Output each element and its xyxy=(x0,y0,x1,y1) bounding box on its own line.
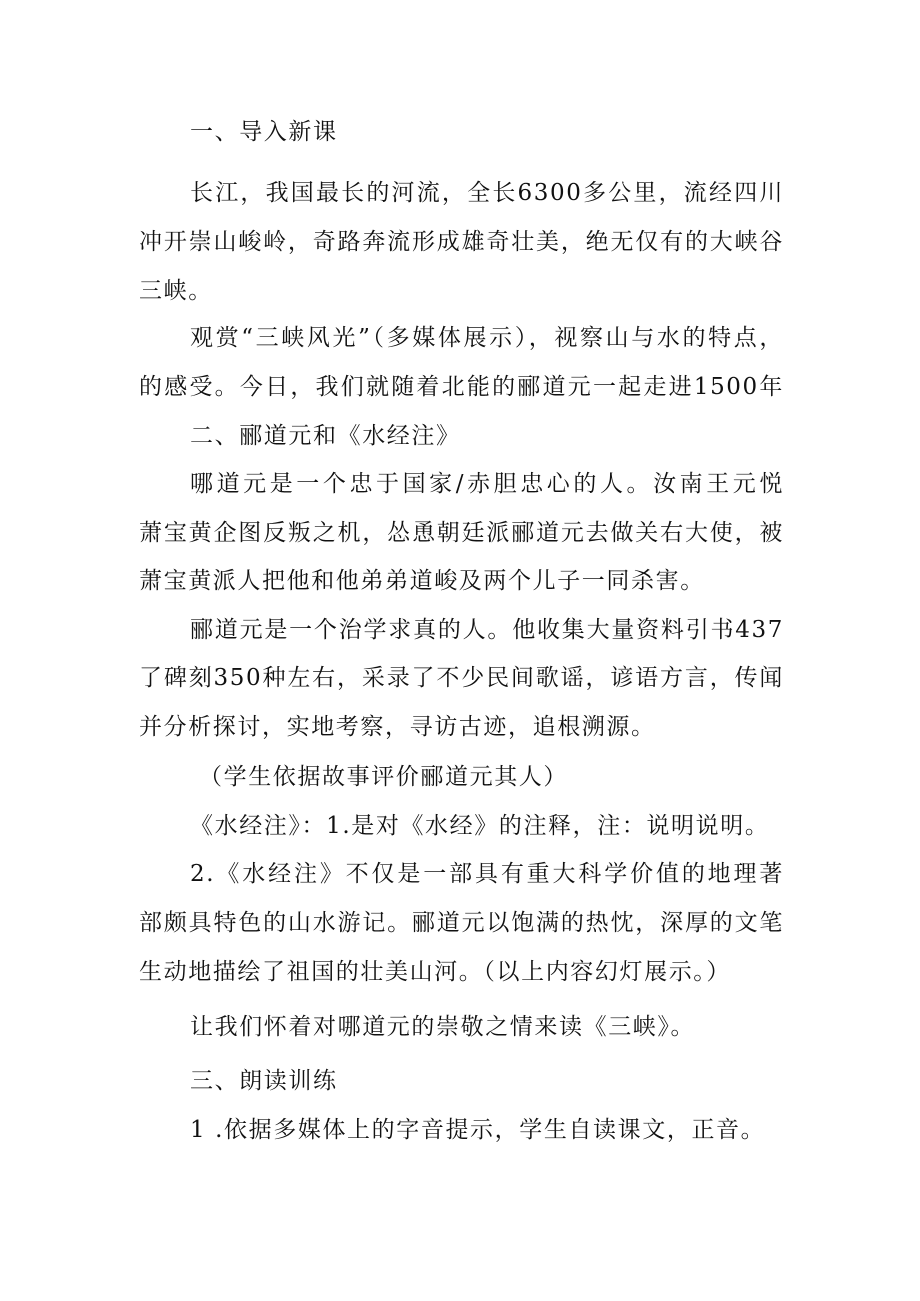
list-item: 1 .依据多媒体上的字音提示，学生自读课文，正音。 xyxy=(190,1117,766,1143)
paragraph-line: 生动地描绘了祖国的壮美山河。（以上内容幻灯展示。） xyxy=(139,959,731,985)
heading-introduction: 一、导入新课 xyxy=(190,119,338,145)
paragraph-line: 哪道元是一个忠于国家/赤胆忠心的人。汝南王元悦 xyxy=(190,471,784,497)
paragraph-line: 部颇具特色的山水游记。郦道元以饱满的热忱，深厚的文笔 xyxy=(139,910,784,936)
paragraph-line: 让我们怀着对哪道元的崇敬之情来读《三峡》。 xyxy=(190,1014,696,1040)
paragraph-line: 萧宝黄派人把他和他弟弟道峻及两个儿子一同杀害。 xyxy=(139,568,705,594)
paragraph-line: 三峡。 xyxy=(139,278,213,304)
paragraph-line: 的感受。今日，我们就随着北能的郦道元一起走进1500年 xyxy=(139,374,784,400)
paragraph-line: 了碑刻350种左右，采录了不少民间歌谣，谚语方言，传闻 xyxy=(139,665,784,691)
heading-li-daoyuan: 二、郦道元和《水经注》 xyxy=(190,423,461,449)
paragraph-line: 长江，我国最长的河流，全长6300多公里，流经四川 xyxy=(190,180,784,206)
paragraph-line: 观赏“三峡风光”（多媒体展示），视察山与水的特点， xyxy=(190,325,784,351)
paragraph-line: 郦道元是一个治学求真的人。他收集大量资料引书437 xyxy=(190,617,784,643)
paragraph-line: 《水经注》：1.是对《水经》的注释，注：说明说明。 xyxy=(190,813,770,839)
paragraph-line: 冲开崇山峻岭，奇路奔流形成雄奇壮美，绝无仅有的大峡谷 xyxy=(139,229,784,255)
paragraph-line: 并分析探讨，实地考察，寻访古迹，追根溯源。 xyxy=(139,714,656,740)
paragraph-line: 萧宝黄企图反叛之机，怂恿朝廷派郦道元去做关右大使，被 xyxy=(139,520,784,546)
heading-reading-training: 三、朗读训练 xyxy=(190,1068,338,1094)
paragraph-line: 2.《水经注》不仅是一部具有重大科学价值的地理著 xyxy=(190,861,784,887)
note-line: （学生依据故事评价郦道元其人） xyxy=(199,764,568,790)
